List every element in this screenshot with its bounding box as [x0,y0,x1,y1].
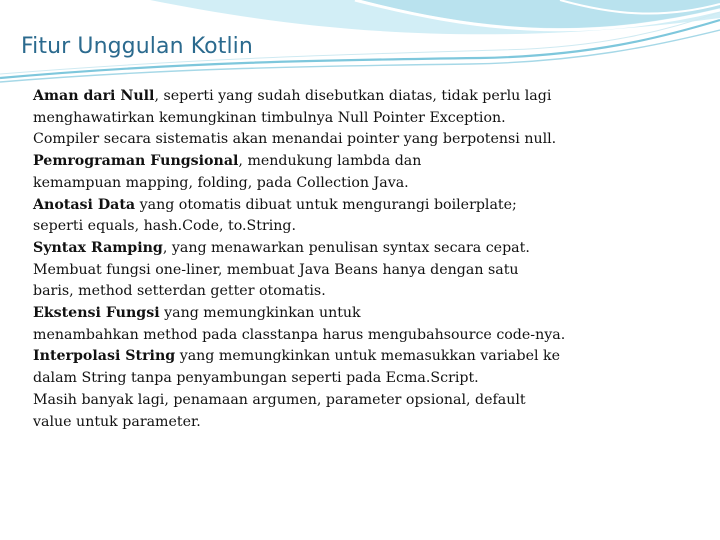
text-line [33,260,633,282]
line-text: , seperti yang sudah disebutkan diatas, tidak perlu lagi [154,88,552,104]
text-line [33,346,633,368]
text-line [33,390,633,412]
text-line [33,412,633,434]
line-text: baris, method setterdan getter otomatis. [33,283,326,300]
text-line [33,325,633,347]
text-line [33,129,633,151]
line-text: Membuat fungsi one-liner, membuat Java Beans hanya dengan satu [33,261,519,278]
line-text: yang memungkinkan untuk [159,305,361,322]
line-text: dalam String tanpa penyambungan seperti pada Ecma.Script. [33,370,479,387]
highlight-term: Aman dari Null [33,88,155,104]
text-line [33,86,633,108]
line-text: kemampuan mapping, folding, pada Collection Java. [33,174,409,191]
highlight-term: Syntax Ramping [33,239,163,256]
text-line [33,151,633,173]
line-text: seperti equals, hash.Code, to.String. [33,218,296,235]
text-line [33,216,633,238]
line-text: menghawatirkan kemungkinan timbulnya Null Pointer Exception. [33,109,506,126]
line-text: value untuk parameter. [33,413,201,430]
line-text: , yang menawarkan penulisan syntax secara cepat. [162,239,530,256]
highlight-term: Anotasi Data [33,196,136,213]
highlight-term: Ekstensi Fungsi [33,305,160,322]
text-line [33,195,633,217]
highlight-term: Pemrograman Fungsional [33,153,239,170]
slide-body [33,86,633,433]
text-line [33,303,633,325]
line-text: yang memungkinkan untuk memasukkan variabel ke [175,348,561,365]
line-text: menambahkan method pada classtanpa harus mengubahsource code-nya. [33,326,566,343]
text-line [33,173,633,195]
line-text: yang otomatis dibuat untuk mengurangi boilerplate; [135,196,517,213]
line-text: Compiler secara sistematis akan menandai pointer yang berpotensi null. [33,131,557,148]
text-line [33,281,633,303]
text-line [33,368,633,390]
slide-title: Fitur Unggulan Kotlin [21,34,253,59]
text-line [33,238,633,260]
line-text: Masih banyak lagi, penamaan argumen, parameter opsional, default [33,391,526,408]
line-text: , mendukung lambda dan [238,153,422,170]
text-line [33,108,633,130]
highlight-term: Interpolasi String [33,348,176,365]
